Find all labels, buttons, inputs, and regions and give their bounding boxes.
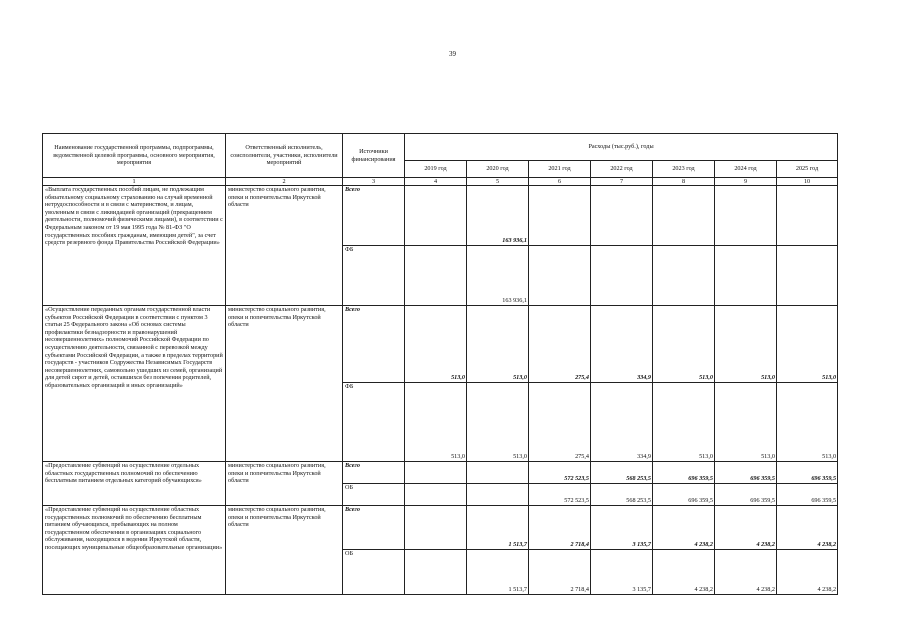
header-name: Наименование государственной программы, подпрограммы, ведомственной целевой программы, основного мероприятия, мероприятия	[43, 134, 226, 178]
value-cell: 696 359,5	[715, 462, 777, 484]
header-year: 2021 год	[529, 161, 591, 178]
page-number: 39	[449, 50, 456, 58]
measure-name: «Выплата государственных пособий лицам, не подлежащим обязательному социальному страхованию на случай временной нетрудоспособности и в связи с материнством, и лицам, уволенным в связи с ликвидацией организаций (прекращением деятельности, полномочий физическими лицами), в соответствии с Федеральным законом от 19 мая 1995 года № 81-ФЗ "О государственных пособиях гражданам, имеющим детей", за счет средств резервного фонда Правительства Российской Федерации»	[43, 186, 226, 306]
value-cell: 513,0	[467, 383, 529, 462]
value-cell: 513,0	[653, 383, 715, 462]
header-expenses: Расходы (тыс.руб.), годы	[405, 134, 838, 161]
value-cell: 513,0	[715, 383, 777, 462]
value-cell: 572 523,5	[529, 484, 591, 506]
value-cell: 4 238,2	[777, 550, 838, 595]
expenses-table	[42, 133, 838, 595]
source-total: Всего	[343, 186, 405, 246]
measure-name: «Предоставление субвенций на осуществление отдельных областных государственных полномочий по обеспечению бесплатным питанием отдельных категорий обучающихся»	[43, 462, 226, 506]
value-cell: 696 359,5	[653, 462, 715, 484]
value-cell: 334,9	[591, 306, 653, 383]
table-row	[43, 462, 838, 484]
value-cell: 513,0	[715, 306, 777, 383]
value-cell: 2 718,4	[529, 506, 591, 550]
column-number: 3	[343, 178, 405, 186]
value-cell	[591, 246, 653, 306]
value-cell: 275,4	[529, 383, 591, 462]
header-year: 2019 год	[405, 161, 467, 178]
value-cell: 4 238,2	[653, 550, 715, 595]
value-cell	[777, 246, 838, 306]
value-cell: 3 135,7	[591, 506, 653, 550]
value-cell: 696 359,5	[777, 484, 838, 506]
column-number: 4	[405, 178, 467, 186]
source-fb: ОБ	[343, 484, 405, 506]
value-cell: 3 135,7	[591, 550, 653, 595]
value-cell	[405, 186, 467, 246]
source-total: Всего	[343, 462, 405, 484]
value-cell: 513,0	[653, 306, 715, 383]
executor-name: министерство социального развития, опеки и попечительства Иркутской области	[226, 506, 343, 595]
value-cell	[715, 246, 777, 306]
value-cell: 163 936,1	[467, 246, 529, 306]
value-cell	[405, 462, 467, 484]
source-total: Всего	[343, 306, 405, 383]
column-number: 8	[653, 178, 715, 186]
value-cell: 568 253,5	[591, 462, 653, 484]
value-cell	[529, 246, 591, 306]
value-cell: 1 513,7	[467, 550, 529, 595]
column-number: 10	[777, 178, 838, 186]
column-number: 2	[226, 178, 343, 186]
value-cell: 163 936,1	[467, 186, 529, 246]
header-year: 2023 год	[653, 161, 715, 178]
value-cell: 1 513,7	[467, 506, 529, 550]
column-number: 9	[715, 178, 777, 186]
value-cell: 513,0	[405, 306, 467, 383]
value-cell: 4 238,2	[715, 550, 777, 595]
value-cell: 568 253,5	[591, 484, 653, 506]
value-cell	[467, 484, 529, 506]
value-cell: 696 359,5	[653, 484, 715, 506]
source-total: Всего	[343, 506, 405, 550]
column-number: 6	[529, 178, 591, 186]
executor-name: министерство социального развития, опеки и попечительства Иркутской области	[226, 186, 343, 306]
value-cell: 513,0	[777, 306, 838, 383]
value-cell	[467, 462, 529, 484]
measure-name: «Предоставление субвенций на осуществление областных государственных полномочий по обеспечению бесплатным питанием обучающихся, пребывающих на полном государственном обеспечении в организациях социального обслуживания, находящихся в ведении Иркутской области, посещающих муниципальные общеобразовательные организации»	[43, 506, 226, 595]
value-cell: 572 523,5	[529, 462, 591, 484]
value-cell	[405, 550, 467, 595]
value-cell: 4 238,2	[715, 506, 777, 550]
value-cell: 2 718,4	[529, 550, 591, 595]
column-number: 1	[43, 178, 226, 186]
executor-name: министерство социального развития, опеки и попечительства Иркутской области	[226, 462, 343, 506]
value-cell	[529, 186, 591, 246]
value-cell: 696 359,5	[777, 462, 838, 484]
value-cell	[715, 186, 777, 246]
table-row	[43, 186, 838, 246]
column-number: 7	[591, 178, 653, 186]
column-number: 5	[467, 178, 529, 186]
value-cell	[777, 186, 838, 246]
executor-name: министерство социального развития, опеки и попечительства Иркутской области	[226, 306, 343, 462]
value-cell: 513,0	[777, 383, 838, 462]
source-fb: ФБ	[343, 383, 405, 462]
source-fb: ОБ	[343, 550, 405, 595]
measure-name: «Осуществление переданных органам государственной власти субъектов Российской Федерации в соответствии с пунктом 3 статьи 25 Федерального закона «Об основах системы профилактики безнадзорности и правонарушений несовершеннолетних» полномочий Российской Федерации по осуществлению деятельности, связанной с перевозкой между субъектами Российской Федерации, а также в пределах территорий государств - участников Содружества Независимых Государств несовершеннолетних, самовольно ушедших из семей, организаций для детей сирот и детей, оставшихся без попечения родителей, образовательных организаций и иных организаций»	[43, 306, 226, 462]
value-cell: 513,0	[405, 383, 467, 462]
table-row	[43, 306, 838, 383]
header-year: 2020 год	[467, 161, 529, 178]
value-cell	[653, 246, 715, 306]
value-cell: 696 359,5	[715, 484, 777, 506]
value-cell: 4 238,2	[777, 506, 838, 550]
header-sources: Источники финансирования	[343, 134, 405, 178]
value-cell: 275,4	[529, 306, 591, 383]
value-cell: 513,0	[467, 306, 529, 383]
value-cell	[405, 484, 467, 506]
table-row	[43, 506, 838, 550]
value-cell	[591, 186, 653, 246]
header-year: 2025 год	[777, 161, 838, 178]
header-year: 2024 год	[715, 161, 777, 178]
value-cell	[405, 506, 467, 550]
value-cell: 334,9	[591, 383, 653, 462]
value-cell	[653, 186, 715, 246]
value-cell: 4 238,2	[653, 506, 715, 550]
value-cell	[405, 246, 467, 306]
source-fb: ФБ	[343, 246, 405, 306]
header-year: 2022 год	[591, 161, 653, 178]
header-executor: Ответственный исполнитель, соисполнители, участники, исполнители мероприятий	[226, 134, 343, 178]
